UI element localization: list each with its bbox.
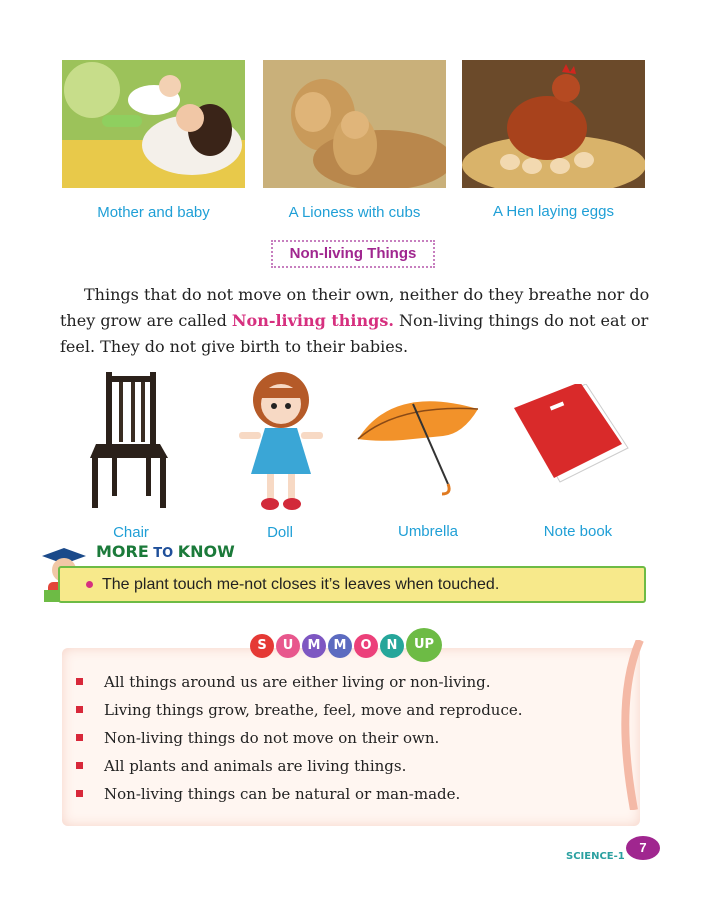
definition-paragraph <box>60 282 660 360</box>
summon-letter: N <box>380 634 404 658</box>
summary-item-text: All things around us are either living or non-living. <box>104 673 491 691</box>
caption-chair: Chair <box>113 524 149 541</box>
caption-umbrella: Umbrella <box>397 523 458 540</box>
summon-letter: O <box>354 634 378 658</box>
more-to-know-title <box>96 542 235 561</box>
summon-letter: M <box>302 634 326 658</box>
umbrella-icon <box>353 384 483 501</box>
summon-up-title <box>250 628 442 662</box>
summon-letter: M <box>328 634 352 658</box>
photo-mother-baby <box>62 60 245 188</box>
list-item <box>76 696 523 724</box>
summary-item-text: All plants and animals are living things. <box>104 757 407 775</box>
bullet-square <box>76 734 83 741</box>
photo-hen-eggs <box>462 60 645 188</box>
caption-doll: Doll <box>267 524 293 541</box>
more-to-know-box <box>58 566 646 603</box>
bullet-square <box>76 790 83 797</box>
caption-mother-baby: Mother and baby <box>97 204 210 221</box>
more-to-know-title-a: MORE <box>96 542 149 561</box>
bullet-square <box>76 762 83 769</box>
summary-item-text: Non-living things can be natural or man-made. <box>104 785 461 803</box>
notebook-icon <box>510 384 634 493</box>
section-heading-text: Non-living Things <box>289 245 417 262</box>
summary-list <box>76 668 523 808</box>
chair-icon <box>88 372 170 517</box>
paragraph-highlight: Non-living things. <box>231 311 394 330</box>
bullet-dot <box>86 581 93 588</box>
caption-notebook: Note book <box>543 523 613 540</box>
page-number: 7 <box>626 836 660 860</box>
list-item <box>76 780 523 808</box>
more-to-know-title-b: TO <box>148 546 178 561</box>
summary-item-text: Living things grow, breathe, feel, move and reproduce. <box>104 701 523 719</box>
summon-up-badge: UP <box>406 628 442 662</box>
bullet-square <box>76 706 83 713</box>
list-item <box>76 668 523 696</box>
bullet-square <box>76 678 83 685</box>
doll-icon <box>235 370 327 517</box>
footer-label: SCIENCE-1 <box>566 851 625 862</box>
page-curl-decoration <box>604 640 646 815</box>
section-heading <box>271 240 435 268</box>
more-to-know-title-c: KNOW <box>177 542 235 561</box>
paragraph-part-2: Non-living things do not eat or feel. They do not give birth to their babies. <box>60 311 649 356</box>
caption-hen-eggs: A Hen laying eggs <box>493 203 614 220</box>
summon-letter: S <box>250 634 274 658</box>
more-to-know-fact: The plant touch me-not closes it’s leaves when touched. <box>102 576 500 593</box>
summon-letter: U <box>276 634 300 658</box>
paragraph-part-1: Things that do not move on their own, neither do they breathe nor do they grow are called <box>60 285 650 330</box>
list-item <box>76 752 523 780</box>
photo-lioness-cubs <box>263 60 446 188</box>
list-item <box>76 724 523 752</box>
caption-lioness-cubs: A Lioness with cubs <box>288 204 421 221</box>
summary-item-text: Non-living things do not move on their own. <box>104 729 440 747</box>
